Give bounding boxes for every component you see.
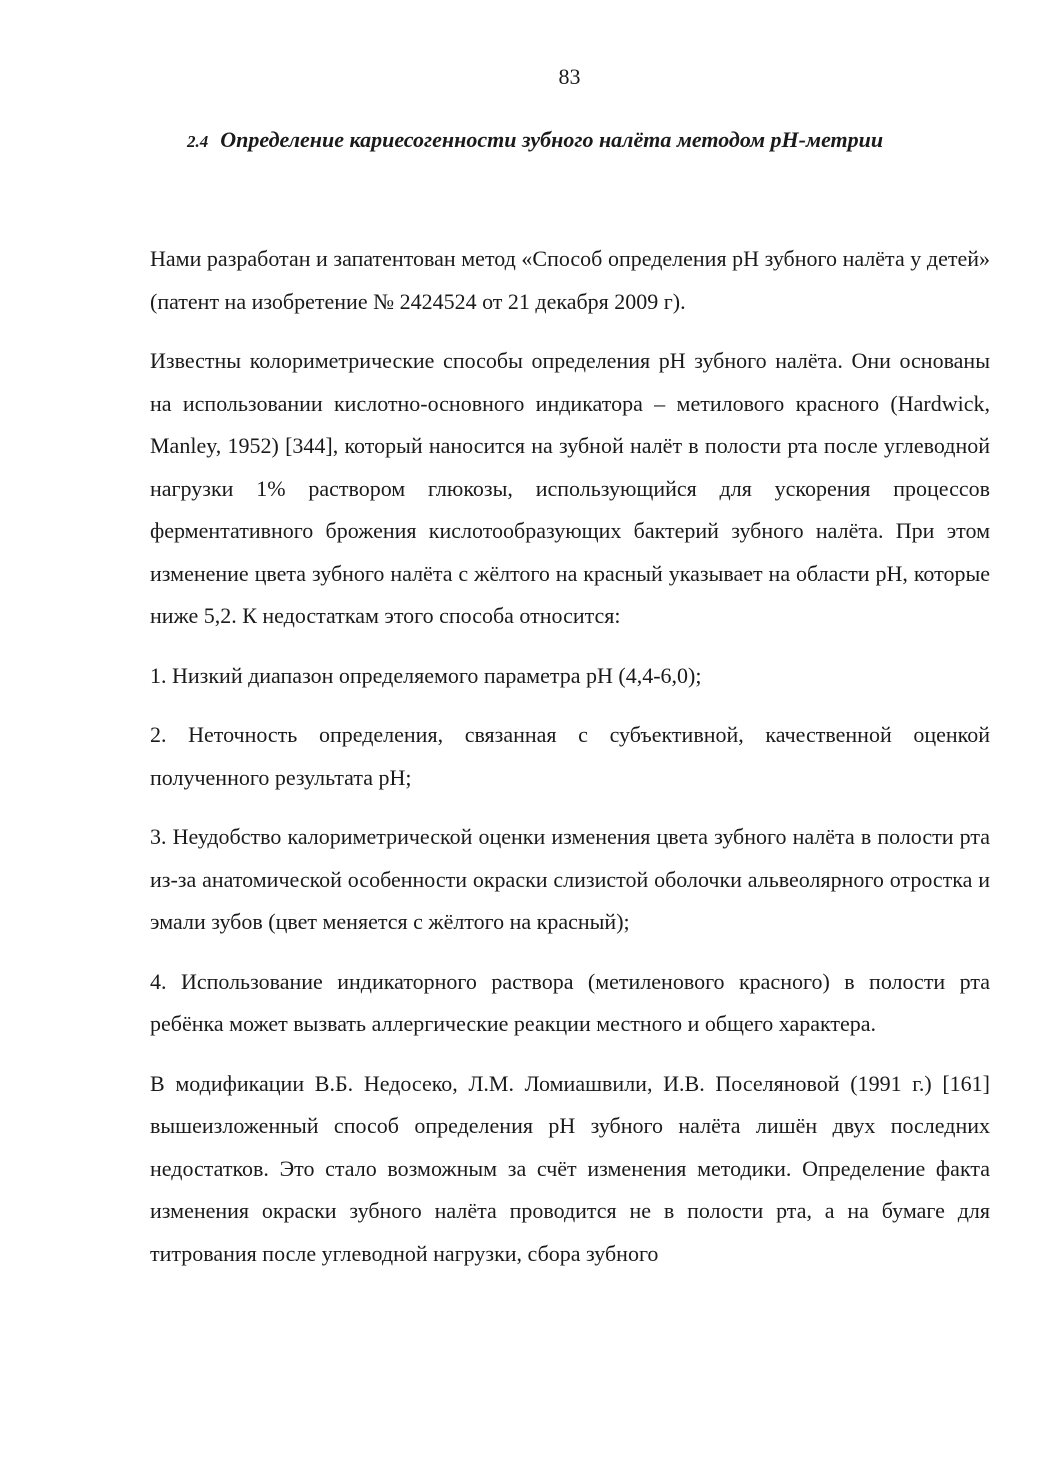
list-item-4: 4. Использование индикаторного раствора (метиленового красного) в полости рта ребёнка может вызвать аллергические реакции местного и общего характера. [150, 968, 990, 1036]
page-number: 83 [558, 64, 581, 89]
list-item-2: 2. Неточность определения, связанная с субъективной, качественной оценкой полученного результата рН; [150, 722, 990, 790]
paragraph-colorimetric-methods: Известны колориметрические способы определения рН зубного налёта. Они основаны на использовании кислотно-основного индикатора – метилового красного (Hardwick, Manley, 1952) [344], который наносится на зубной налёт в полости рта после углеводной нагрузки 1% раствором глюкозы, использующийся для ускорения процессов ферментативного брожения кислотообразующих бактерий зубного налёта. При этом изменение цвета зубного налёта с жёлтого на красный указывает на области рН, которые ниже 5,2. К недостаткам этого способа относится: [150, 348, 990, 628]
section-heading [187, 125, 987, 157]
section-title: Определение кариесогенности зубного налёта методом рН-метрии [220, 127, 884, 152]
paragraph-patent: Нами разработан и запатентован метод «Способ определения рН зубного налёта у детей» (патент на изобретение № 2424524 от 21 декабря 2009 г). [150, 246, 990, 314]
section-number: 2.4 [187, 132, 209, 151]
list-item-1: 1. Низкий диапазон определяемого параметра рН (4,4-6,0); [150, 662, 702, 688]
paragraph-modification: В модификации В.Б. Недосеко, Л.М. Ломиашвили, И.В. Поселяновой (1991 г.) [161] вышеизложенный способ определения рН зубного налёта лишён двух последних недостатков. Это стало возможным за счёт изменения методики. Определение факта изменения окраски зубного налёта проводится не в полости рта, а на бумаге для титрования после углеводной нагрузки, сбора зубного [150, 1070, 990, 1266]
list-item-3: 3. Неудобство калориметрической оценки изменения цвета зубного налёта в полости рта из-за анатомической особенности окраски слизистой оболочки альвеолярного отростка и эмали зубов (цвет меняется с жёлтого на красный); [150, 824, 990, 934]
body-text [150, 238, 990, 1275]
